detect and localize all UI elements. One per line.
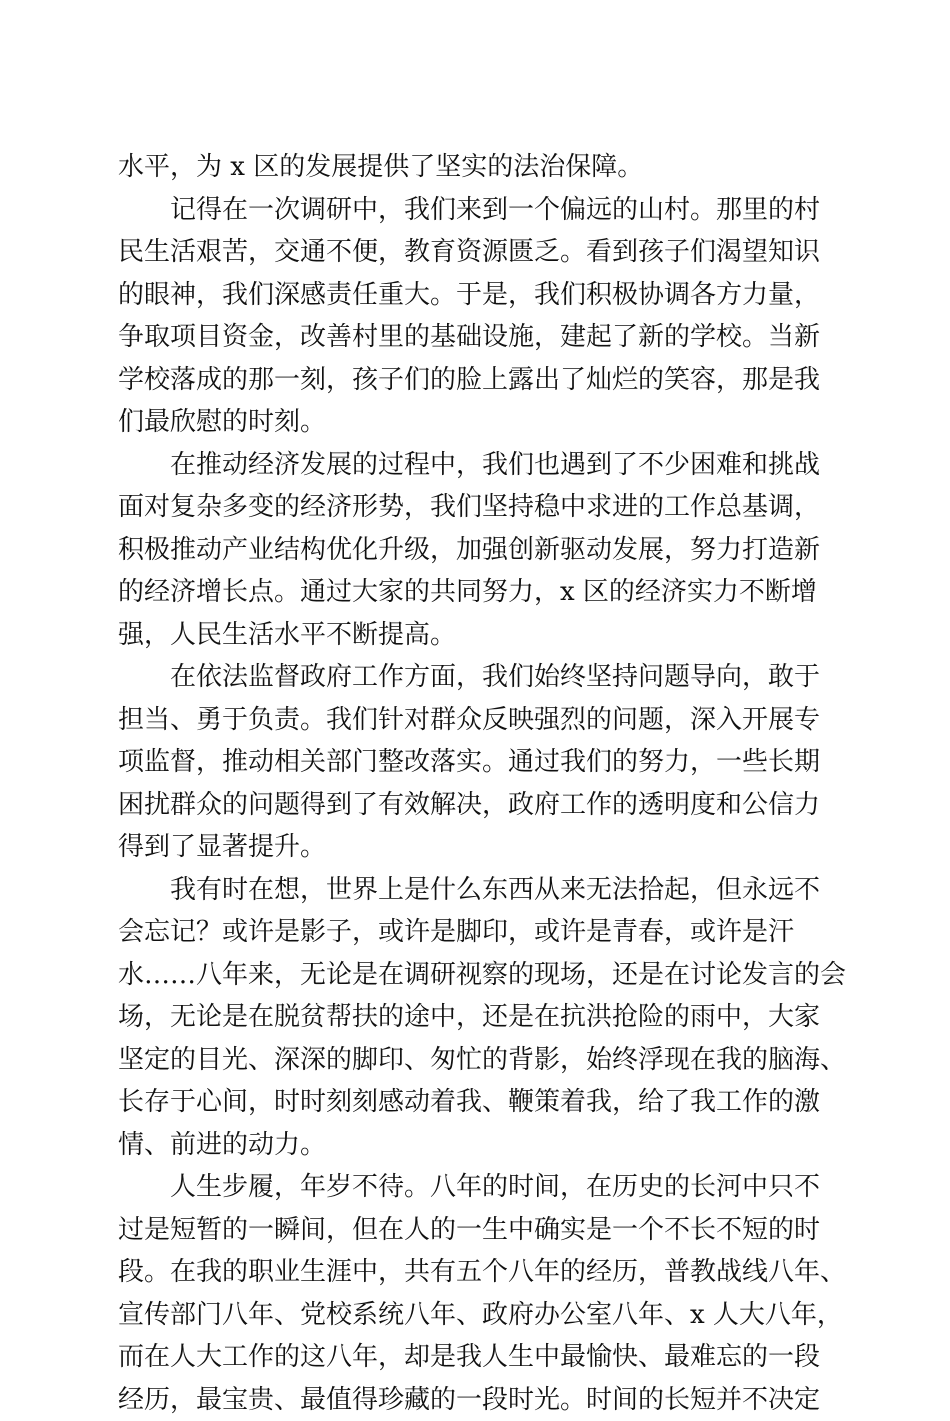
text-line: 担当、勇于负责。我们针对群众反映强烈的问题，深入开展专 (118, 699, 830, 742)
text-line: 强，人民生活水平不断提高。 (118, 614, 830, 657)
text-line: 民生活艰苦，交通不便，教育资源匮乏。看到孩子们渴望知识 (118, 231, 830, 274)
text-line: 得到了显著提升。 (118, 826, 830, 869)
text-line: 项监督，推动相关部门整改落实。通过我们的努力，一些长期 (118, 741, 830, 784)
text-line: 的经济增长点。通过大家的共同努力，x 区的经济实力不断增 (118, 571, 830, 614)
text-line: 会忘记？或许是影子，或许是脚印，或许是青春，或许是汗 (118, 911, 830, 954)
text-line: 们最欣慰的时刻。 (118, 401, 830, 444)
text-line: 段。在我的职业生涯中，共有五个八年的经历，普教战线八年、 (118, 1251, 830, 1294)
paragraph-first-line: 在依法监督政府工作方面，我们始终坚持问题导向，敢于 (118, 656, 830, 699)
text-line: 学校落成的那一刻，孩子们的脸上露出了灿烂的笑容，那是我 (118, 359, 830, 402)
text-line: 长存于心间，时时刻刻感动着我、鞭策着我，给了我工作的激 (118, 1081, 830, 1124)
paragraph-first-line: 我有时在想，世界上是什么东西从来无法拾起，但永远不 (118, 869, 830, 912)
body-text (118, 146, 830, 1421)
paragraph-first-line: 记得在一次调研中，我们来到一个偏远的山村。那里的村 (118, 189, 830, 232)
text-line: 水……八年来，无论是在调研视察的现场，还是在讨论发言的会 (118, 954, 830, 997)
text-line: 经历，最宝贵、最值得珍藏的一段时光。时间的长短并不决定 (118, 1379, 830, 1421)
text-line: 坚定的目光、深深的脚印、匆忙的背影，始终浮现在我的脑海、 (118, 1039, 830, 1082)
text-line: 水平，为 x 区的发展提供了坚实的法治保障。 (118, 146, 830, 189)
text-line: 而在人大工作的这八年，却是我人生中最愉快、最难忘的一段 (118, 1336, 830, 1379)
text-line: 情、前进的动力。 (118, 1124, 830, 1167)
text-line: 场，无论是在脱贫帮扶的途中，还是在抗洪抢险的雨中，大家 (118, 996, 830, 1039)
text-line: 争取项目资金，改善村里的基础设施，建起了新的学校。当新 (118, 316, 830, 359)
text-line: 的眼神，我们深感责任重大。于是，我们积极协调各方力量， (118, 274, 830, 317)
text-line: 困扰群众的问题得到了有效解决，政府工作的透明度和公信力 (118, 784, 830, 827)
text-line: 过是短暂的一瞬间，但在人的一生中确实是一个不长不短的时 (118, 1209, 830, 1252)
text-line: 面对复杂多变的经济形势，我们坚持稳中求进的工作总基调， (118, 486, 830, 529)
paragraph-first-line: 在推动经济发展的过程中，我们也遇到了不少困难和挑战 (118, 444, 830, 487)
text-line: 宣传部门八年、党校系统八年、政府办公室八年、x 人大八年， (118, 1294, 830, 1337)
text-line: 积极推动产业结构优化升级，加强创新驱动发展，努力打造新 (118, 529, 830, 572)
paragraph-first-line: 人生步履，年岁不待。八年的时间，在历史的长河中只不 (118, 1166, 830, 1209)
